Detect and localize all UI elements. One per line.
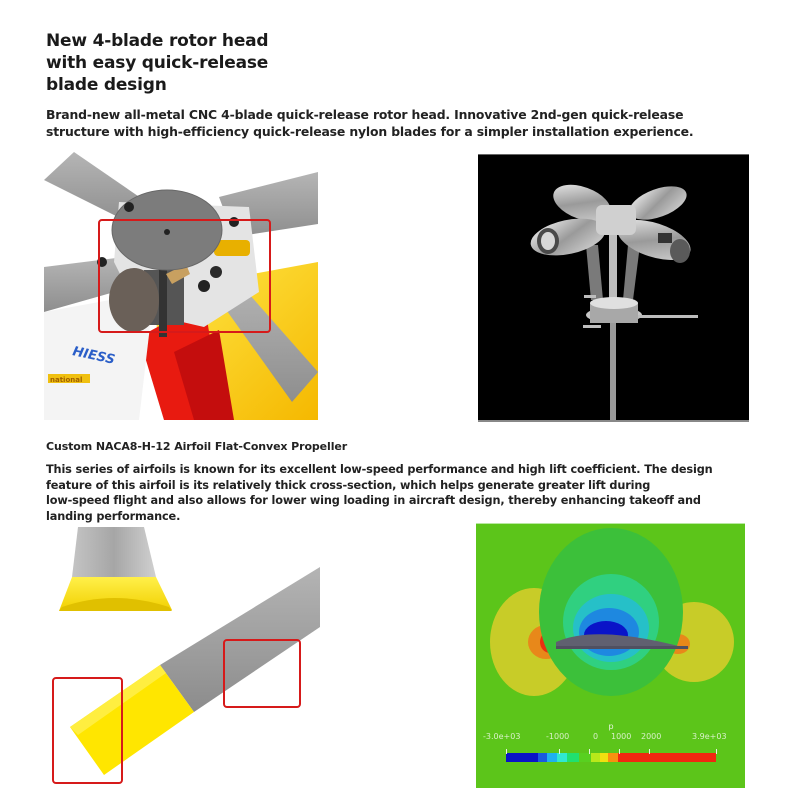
rotor-head-highlight-box [98,219,271,333]
description-line: landing performance. [46,509,181,523]
headline [46,30,306,96]
blade-tip-highlight-box [52,677,123,784]
description-line: feature of this airfoil is its relatively thick cross-section, which helps generate greater lift during [46,478,651,492]
colorbar-label-min: -3.0e+03 [483,732,521,741]
colorbar-label: 2000 [641,732,662,741]
intro-line: Brand-new all-metal CNC 4-blade quick-release rotor head. Innovative 2nd-gen quick-release [46,107,684,122]
svg-text:national: national [50,376,83,384]
colorbar [506,749,717,762]
pressure-contour-illustration [476,524,745,788]
colorbar-label: 0 [593,732,599,741]
svg-text:HIESS: HIESS [71,344,117,368]
airfoil-pressure-cfd-plot [476,523,745,788]
colorbar-variable-label: p [608,722,614,731]
headline-line: with easy quick-release [46,53,269,73]
headline-line: New 4-blade rotor head [46,31,269,51]
blade-root-highlight-box [223,639,301,708]
headline-line: blade design [46,75,167,95]
colorbar-label: -1000 [546,732,570,741]
description-line: This series of airfoils is known for its excellent low-speed performance and high lift coefficient. The design [46,463,713,476]
intro-text [46,106,766,140]
colorbar-label-max: 3.9e+03 [692,732,727,741]
airfoil-description [46,462,766,524]
airfoil-subheading: Custom NACA8-H-12 Airfoil Flat-Convex Propeller [46,440,348,453]
colorbar-label: 1000 [611,732,632,741]
rotor-head-product-photo [478,154,749,422]
description-line: low-speed flight and also allows for lower wing loading in aircraft design, thereby enhancing takeoff and [46,494,701,507]
intro-line: structure with high-efficiency quick-release nylon blades for a simpler installation experience. [46,124,694,139]
rotor-head-product-illustration [478,155,749,420]
